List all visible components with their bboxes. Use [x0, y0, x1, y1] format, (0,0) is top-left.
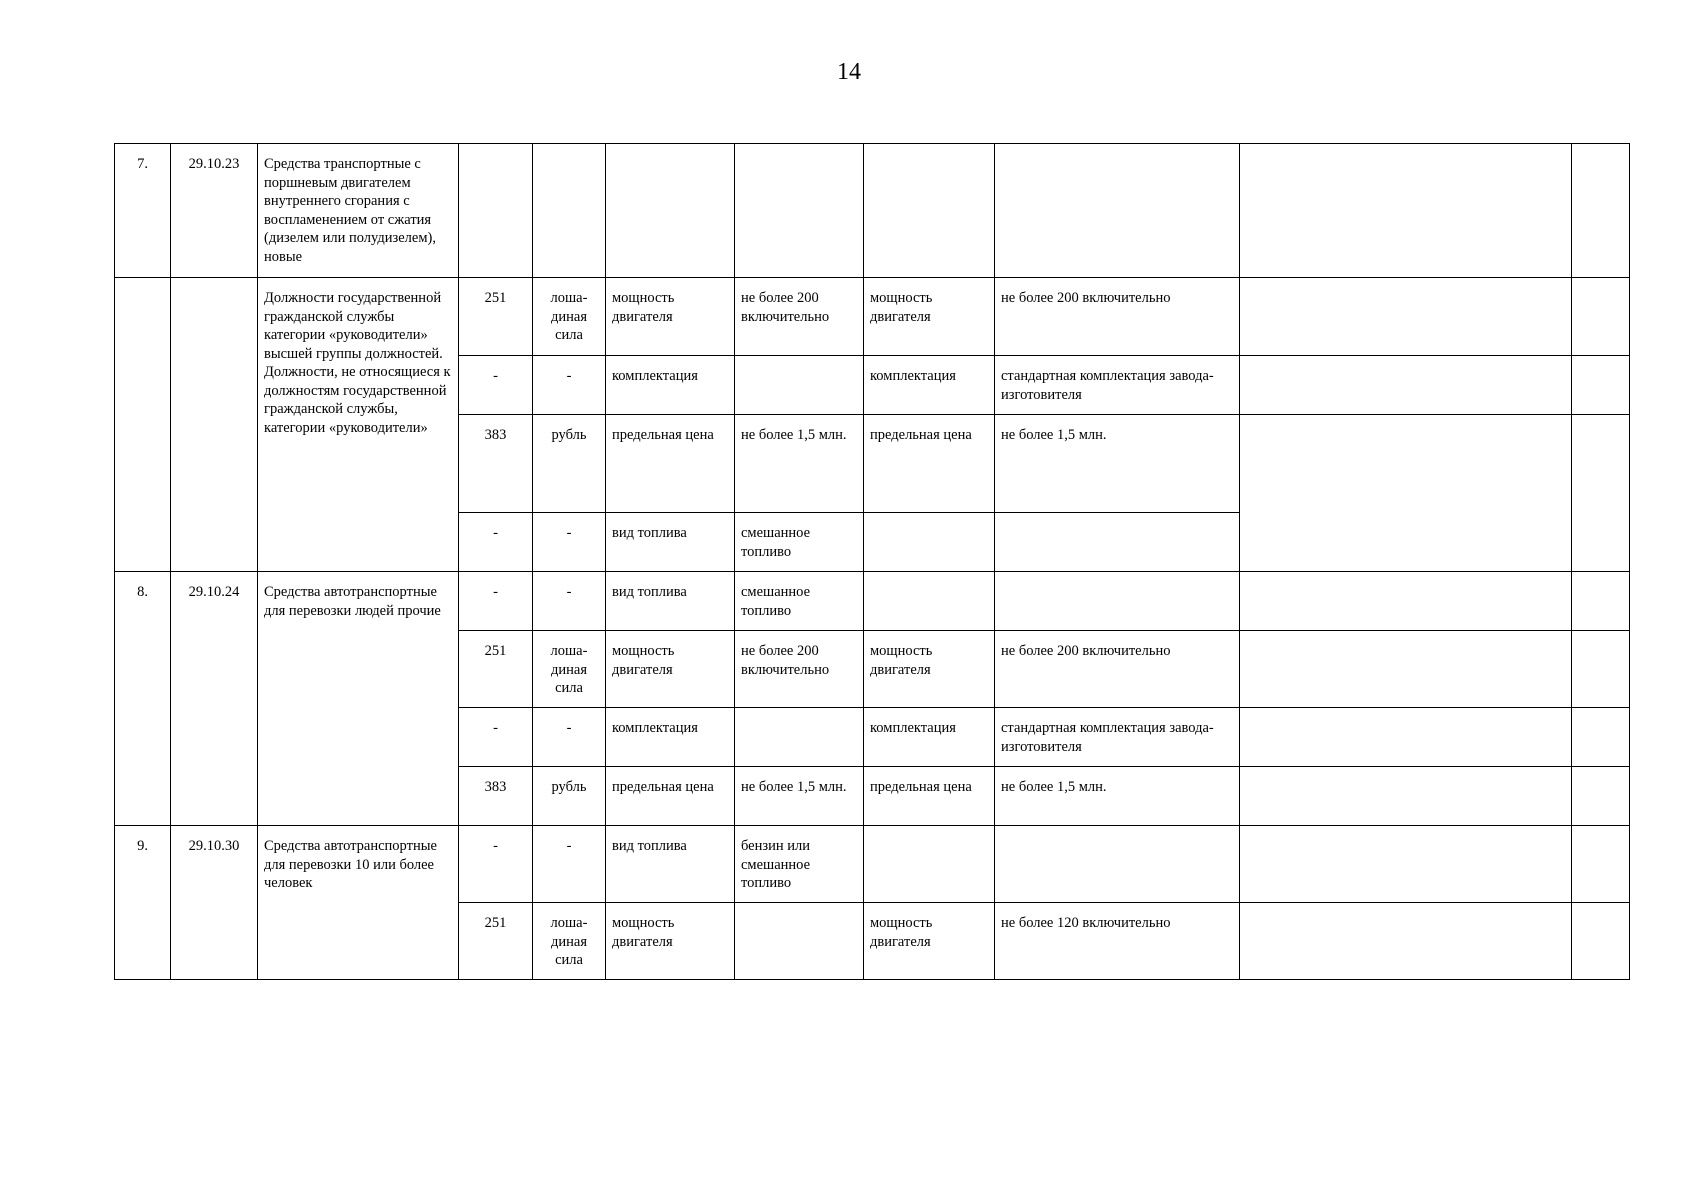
characteristic-cell [864, 513, 995, 572]
empty-cell [1572, 826, 1630, 903]
characteristic-cell: комплектация [864, 708, 995, 767]
value-cell: не более 200 включительно [995, 631, 1240, 708]
value-cell: не более 200 включительно [995, 278, 1240, 356]
characteristic-cell: мощность двигателя [864, 278, 995, 356]
value-cell [995, 572, 1240, 631]
characteristic-cell: предельная цена [864, 415, 995, 513]
characteristic-cell: вид топлива [606, 826, 735, 903]
value-cell: не более 1,5 млн. [735, 767, 864, 826]
characteristic-cell: мощность двигателя [864, 903, 995, 980]
characteristic-cell: вид топлива [606, 572, 735, 631]
requirements-table [114, 143, 1630, 980]
empty-cell [864, 144, 995, 278]
unit-cell: лоша-диная сила [533, 631, 606, 708]
item-name-cell: Средства автотранспортные для перевозки людей прочие [258, 572, 459, 826]
position-category-cell: Должности государственной гражданской службы категории «руководители» высшей группы должностей. Должности, не относящиеся к должностям государственной гражданской службы, категории «руководители» [258, 278, 459, 572]
empty-cell [1240, 572, 1572, 631]
characteristic-cell [864, 826, 995, 903]
characteristic-cell: предельная цена [864, 767, 995, 826]
okei-code-cell: 251 [459, 631, 533, 708]
empty-cell [1572, 903, 1630, 980]
item-name-cell: Средства транспортные с поршневым двигателем внутреннего сгорания с воспламенением от сжатия (дизелем или полудизелем), новые [258, 144, 459, 278]
value-cell [735, 903, 864, 980]
okei-code-cell: - [459, 708, 533, 767]
empty-cell [1572, 278, 1630, 356]
row-number-cell: 7. [115, 144, 171, 278]
value-cell: не более 1,5 млн. [995, 415, 1240, 513]
table-row [115, 572, 1630, 631]
empty-cell [1240, 708, 1572, 767]
item-name-cell: Средства автотранспортные для перевозки 10 или более человек [258, 826, 459, 980]
unit-cell: - [533, 356, 606, 415]
characteristic-cell: предельная цена [606, 767, 735, 826]
okei-code-cell: 251 [459, 278, 533, 356]
okei-code-cell: - [459, 572, 533, 631]
unit-cell: - [533, 513, 606, 572]
empty-cell [1572, 631, 1630, 708]
row-number-cell: 8. [115, 572, 171, 826]
okei-code-cell: - [459, 356, 533, 415]
characteristic-cell: мощность двигателя [606, 631, 735, 708]
empty-cell [533, 144, 606, 278]
characteristic-cell: мощность двигателя [864, 631, 995, 708]
unit-cell: - [533, 708, 606, 767]
okei-code-cell: - [459, 513, 533, 572]
empty-cell [1240, 278, 1572, 356]
unit-cell: рубль [533, 415, 606, 513]
characteristic-cell: комплектация [606, 356, 735, 415]
empty-cell [1240, 144, 1572, 278]
empty-cell [115, 278, 171, 572]
unit-cell: лоша-диная сила [533, 903, 606, 980]
okpd-code-cell: 29.10.24 [171, 572, 258, 826]
value-cell [995, 826, 1240, 903]
empty-cell [995, 144, 1240, 278]
value-cell: смешанное топливо [735, 572, 864, 631]
value-cell: не более 200 включительно [735, 278, 864, 356]
value-cell: не более 120 включительно [995, 903, 1240, 980]
empty-cell [1572, 708, 1630, 767]
table-row [115, 144, 1630, 278]
value-cell: не более 1,5 млн. [735, 415, 864, 513]
characteristic-cell: комплектация [606, 708, 735, 767]
characteristic-cell: мощность двигателя [606, 278, 735, 356]
empty-cell [171, 278, 258, 572]
value-cell [995, 513, 1240, 572]
unit-cell: лоша-диная сила [533, 278, 606, 356]
empty-cell [1240, 415, 1572, 572]
value-cell [735, 356, 864, 415]
value-cell: смешанное топливо [735, 513, 864, 572]
unit-cell: рубль [533, 767, 606, 826]
okei-code-cell: 251 [459, 903, 533, 980]
empty-cell [459, 144, 533, 278]
empty-cell [735, 144, 864, 278]
empty-cell [1240, 356, 1572, 415]
page-number: 14 [837, 59, 861, 85]
empty-cell [1240, 767, 1572, 826]
empty-cell [1240, 826, 1572, 903]
characteristic-cell: комплектация [864, 356, 995, 415]
empty-cell [1572, 144, 1630, 278]
table-row [115, 278, 1630, 356]
characteristic-cell [864, 572, 995, 631]
characteristic-cell: предельная цена [606, 415, 735, 513]
row-number-cell: 9. [115, 826, 171, 980]
unit-cell: - [533, 826, 606, 903]
empty-cell [1240, 631, 1572, 708]
value-cell: не более 1,5 млн. [995, 767, 1240, 826]
okpd-code-cell: 29.10.30 [171, 826, 258, 980]
okpd-code-cell: 29.10.23 [171, 144, 258, 278]
okei-code-cell: 383 [459, 415, 533, 513]
value-cell: бензин или смешанное топливо [735, 826, 864, 903]
empty-cell [1572, 415, 1630, 572]
value-cell [735, 708, 864, 767]
characteristic-cell: вид топлива [606, 513, 735, 572]
empty-cell [1240, 903, 1572, 980]
value-cell: не более 200 включительно [735, 631, 864, 708]
empty-cell [1572, 767, 1630, 826]
okei-code-cell: - [459, 826, 533, 903]
unit-cell: - [533, 572, 606, 631]
characteristic-cell: мощность двигателя [606, 903, 735, 980]
value-cell: стандартная комплектация завода-изготовителя [995, 356, 1240, 415]
empty-cell [1572, 572, 1630, 631]
empty-cell [606, 144, 735, 278]
value-cell: стандартная комплектация завода-изготовителя [995, 708, 1240, 767]
okei-code-cell: 383 [459, 767, 533, 826]
table-row [115, 826, 1630, 903]
empty-cell [1572, 356, 1630, 415]
